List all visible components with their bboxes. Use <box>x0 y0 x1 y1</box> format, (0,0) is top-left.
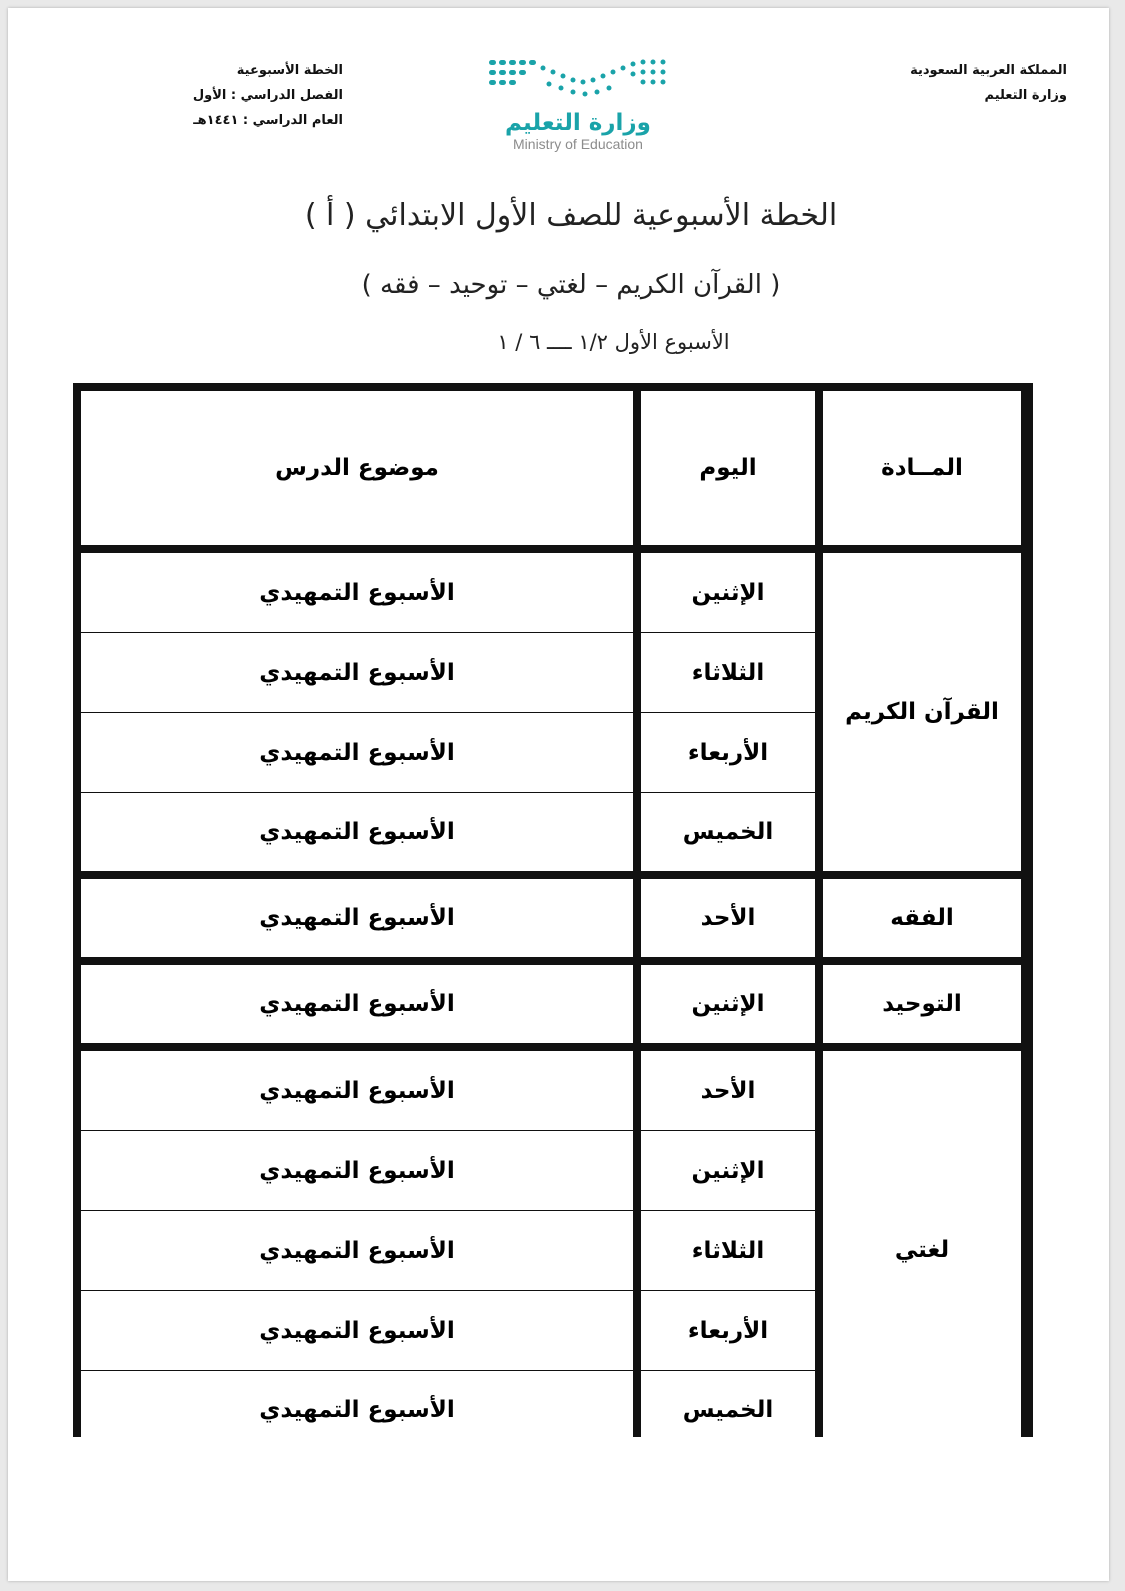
topic-cell: الأسبوع التمهيدي <box>81 1051 633 1130</box>
ministry-label: وزارة التعليم <box>984 88 1067 103</box>
topic-cell: الأسبوع التمهيدي <box>81 633 633 712</box>
header-left <box>133 58 343 133</box>
logo-dots-icon <box>483 54 673 106</box>
topic-cell: الأسبوع التمهيدي <box>81 713 633 792</box>
day-cell: الأحد <box>641 879 815 957</box>
year-label: العام الدراسي : ١٤٤١هـ <box>193 113 343 128</box>
page-title: الخطة الأسبوعية للصف الأول الابتدائي ( أ ) <box>304 198 838 233</box>
day-cell: الثلاثاء <box>641 1211 815 1290</box>
kingdom-label: المملكة العربية السعودية <box>910 63 1067 78</box>
subject-cell: القرآن الكريم <box>823 553 1021 871</box>
plan-label: الخطة الأسبوعية <box>236 63 343 78</box>
day-cell: الأربعاء <box>641 1291 815 1370</box>
day-cell: الخميس <box>641 1371 815 1449</box>
topic-cell: الأسبوع التمهيدي <box>81 879 633 957</box>
subjects-line: ( القرآن الكريم – لغتي – توحيد – فقه ) <box>361 270 781 300</box>
topic-cell: الأسبوع التمهيدي <box>81 1211 633 1290</box>
weekly-plan-table <box>73 383 1033 1437</box>
topic-cell: الأسبوع التمهيدي <box>81 1131 633 1210</box>
week-line: الأسبوع الأول ١/٢ ــــ ٦ / ١ <box>497 330 730 354</box>
day-cell: الإثنين <box>641 1131 815 1210</box>
day-cell: الخميس <box>641 793 815 871</box>
subject-cell: لغتي <box>823 1051 1021 1449</box>
subject-cell: الفقه <box>823 879 1021 957</box>
day-cell: الأربعاء <box>641 713 815 792</box>
header-topic: موضوع الدرس <box>81 391 633 545</box>
subject-cell: التوحيد <box>823 965 1021 1043</box>
day-cell: الأحد <box>641 1051 815 1130</box>
semester-label: الفصل الدراسي : الأول <box>192 88 343 103</box>
day-cell: الإثنين <box>641 965 815 1043</box>
logo-arabic-text: وزارة التعليم <box>505 110 651 136</box>
ministry-logo <box>448 54 708 174</box>
day-cell: الإثنين <box>641 553 815 632</box>
header-day: اليوم <box>641 391 815 545</box>
topic-cell: الأسبوع التمهيدي <box>81 793 633 871</box>
day-cell: الثلاثاء <box>641 633 815 712</box>
topic-cell: الأسبوع التمهيدي <box>81 1371 633 1449</box>
logo-english-text: Ministry of Education <box>513 136 643 152</box>
header-right <box>837 58 1067 108</box>
topic-cell: الأسبوع التمهيدي <box>81 1291 633 1370</box>
topic-cell: الأسبوع التمهيدي <box>81 553 633 632</box>
topic-cell: الأسبوع التمهيدي <box>81 965 633 1043</box>
header-subject: المــادة <box>823 391 1021 545</box>
document-page <box>8 8 1109 1581</box>
